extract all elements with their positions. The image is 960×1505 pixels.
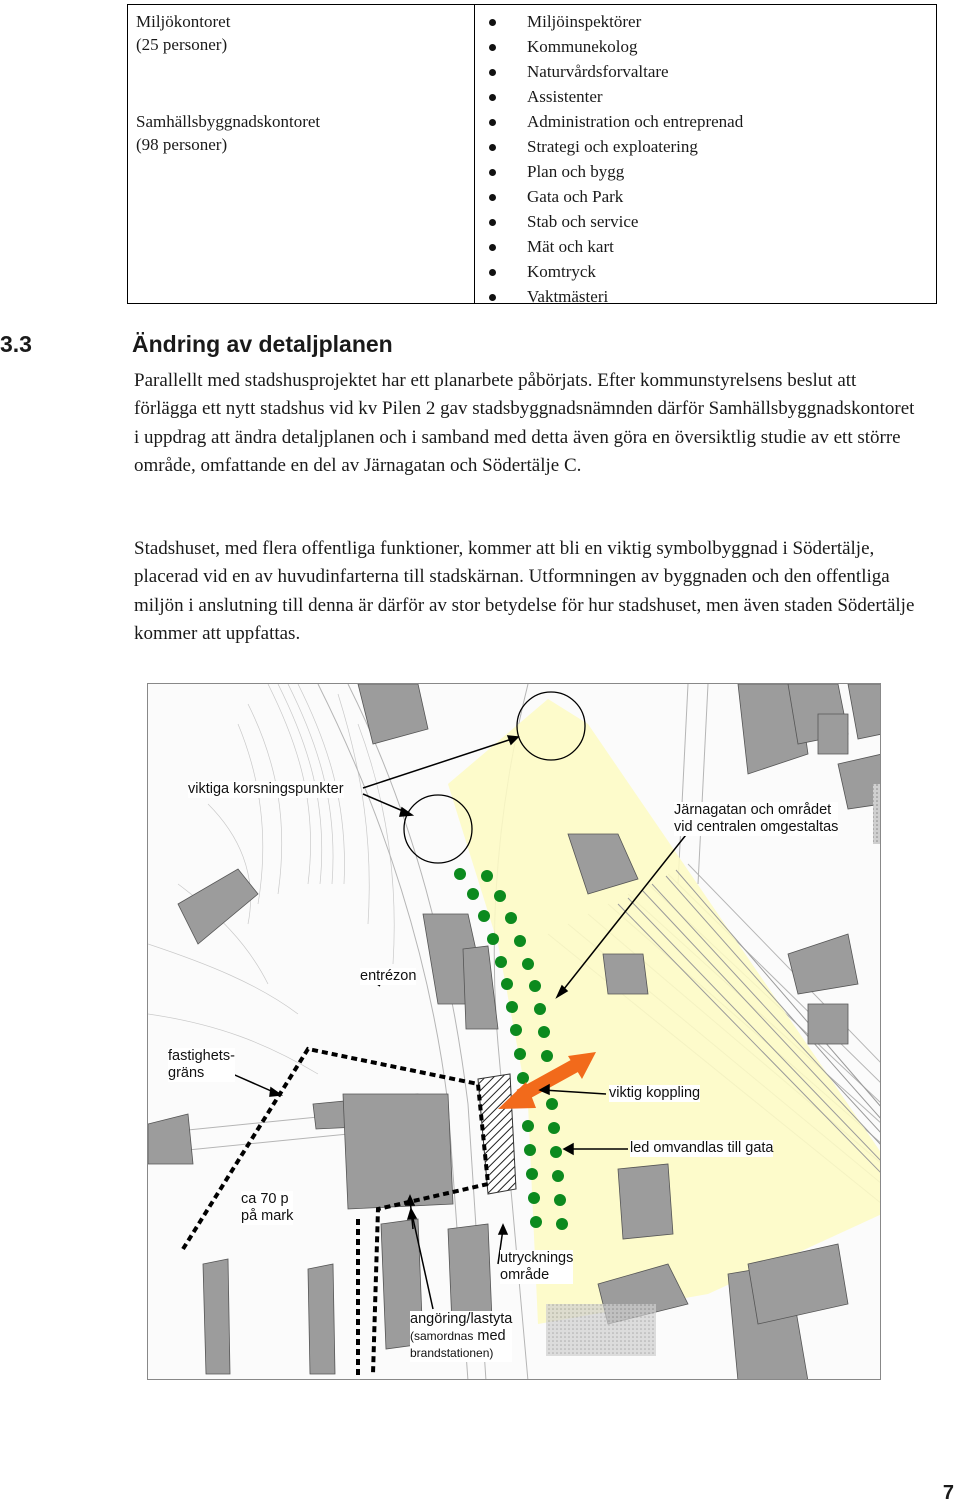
section-number: 3.3 [0,331,32,357]
list-item: Strategi och exploatering [485,134,743,159]
list-item: Miljöinspektörer [485,9,743,34]
bullet-icon [489,19,496,26]
department-name: Miljökontoret [136,12,231,31]
label-entrezon: entrézon [360,968,417,984]
section-title: Ändring av detaljplanen [132,331,393,357]
label-crossings: viktiga korsningspunkter [188,781,344,797]
label-fastighetsgrans: fastighets- gräns [168,1048,235,1081]
page-number: 7 [942,1482,954,1504]
list-item: Naturvårdsforvaltare [485,59,743,84]
list-item: Plan och bygg [485,159,743,184]
bullet-icon [489,194,496,201]
list-item: Stab och service [485,209,743,234]
section-heading [0,330,393,358]
terrain-contours [148,684,394,1074]
list-item: Assistenter [485,84,743,109]
list-item: Gata och Park [485,184,743,209]
table-column-divider [474,5,475,303]
bullet-icon [489,119,496,126]
department-count: (98 personer) [136,135,228,154]
bullet-icon [489,144,496,151]
bullet-icon [489,169,496,176]
body-paragraph: Parallellt med stadshusprojektet har ett planarbete påbörjats. Efter kommunstyrelsens beslut att förlägga ett nytt stadshus vid kv Pilen 2 gav stadsbyggnadsnämnden därför Samhällsbyggnadskontoret i uppdrag att ändra detaljplanen och i samband med detta även göra en översiktlig studie av ett större område, omfattande en del av Järnagatan och Södertälje C. [134,370,915,476]
department-cell [136,110,320,156]
entrance-hatch [478,1074,516,1194]
bullet-icon [489,44,496,51]
roles-list [485,9,743,309]
bullet-icon [489,94,496,101]
label-jarnagatan: Järnagatan och området vid centralen omgestaltas [674,802,839,835]
department-name: Samhällsbyggnadskontoret [136,112,321,131]
intersection-circle [404,795,472,863]
department-cell [136,10,230,56]
bullet-icon [489,69,496,76]
label-parkering: ca 70 p på mark [241,1191,294,1224]
label-utrycknings: utrycknings område [500,1250,574,1283]
label-viktig-koppling: viktig koppling [609,1085,701,1101]
bullet-icon [489,219,496,226]
bullet-icon [489,244,496,251]
list-item: Administration och entreprenad [485,109,743,134]
list-item: Komtryck [485,259,743,284]
body-paragraph: Stadshuset, med flera offentliga funktioner, kommer att bli en viktig symbolbyggnad i Södertälje, placerad vid en av huvudinfarterna till stadskärnan. Utformningen av byggnaden och den offentliga miljön i anslutning till denna är därför av stor betydelse för hur stadshuset, men även staden Södertälje kommer att uppfattas. [134,538,915,644]
department-count: (25 personer) [136,35,228,54]
label-angoring: angöring/lastyta (samordnas med brandstationen) [410,1311,513,1360]
label-led-omvandlas: led omvandlas till gata [630,1140,774,1156]
site-plan-map [147,683,881,1380]
list-item: Kommunekolog [485,34,743,59]
bullet-icon [489,269,496,276]
list-item: Mät och kart [485,234,743,259]
list-item: Vaktmästeri [485,284,743,309]
organization-table [127,4,937,304]
bullet-icon [489,294,496,301]
